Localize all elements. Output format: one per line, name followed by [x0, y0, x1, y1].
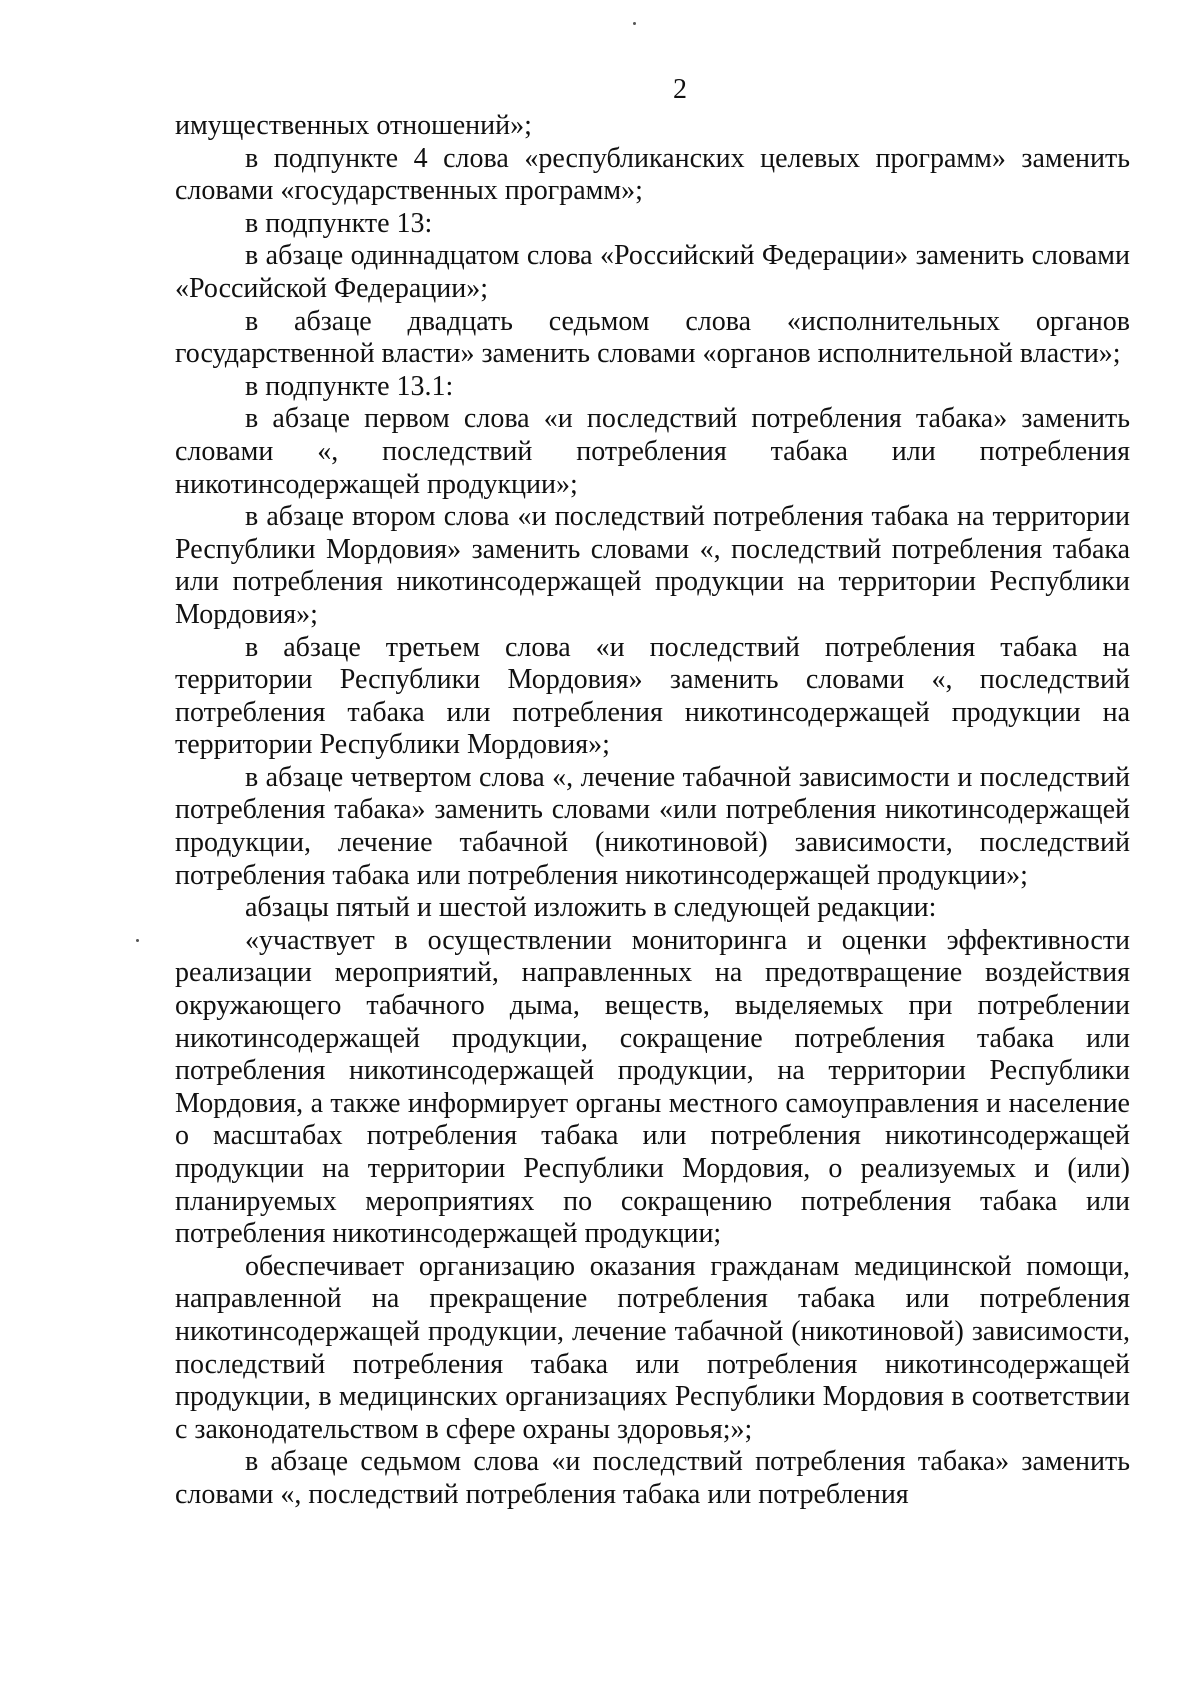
paragraph-quoted: «участвует в осуществлении мониторинга и оценки эффективности реализации мероприятий, направленных на предотвращение воздействия окружающего табачного дыма, веществ, выделяемых при потреблении никотинсодержащей продукции, сокращение потребления табака или потребления никотинсодержащей продукции, на территории Республики Мордовия, а также информирует органы местного самоуправления и население о масштабах потребления табака или потребления никотинсодержащей продукции на территории Республики Мордовия, о реализуемых и (или) планируемых мероприятиях по сокращению потребления табака или потребления никотинсодержащей продукции; [175, 924, 1130, 1250]
paragraph-continuation: имущественных отношений»; [175, 110, 532, 141]
paragraph-last: в абзаце седьмом слова «и последствий потребления табака» заменить словами «, последствий потребления табака или потребления [175, 1446, 1130, 1510]
paragraph: в подпункте 13: [245, 207, 433, 239]
paragraph: в абзаце третьем слова «и последствий потребления табака на территории Республики Мордовия» заменить словами «, последствий потребления табака или потребления никотинсодержащей продукции на территории Республики Мордовия»; [175, 631, 1130, 761]
scan-speck [136, 939, 139, 942]
paragraph: абзацы пятый и шестой изложить в следующей редакции: [245, 892, 937, 924]
paragraph: в абзаце одиннадцатом слова «Российский Федерации» заменить словами «Российской Федерации»; [175, 240, 1130, 304]
paragraph: в абзаце двадцать седьмом слова «исполнительных органов государственной власти» заменить словами «органов исполнительной власти»; [175, 305, 1130, 370]
scan-speck [633, 22, 636, 25]
paragraph: в абзаце первом слова «и последствий потребления табака» заменить словами «, последствий потребления табака или потребления никотинсодержащей продукции»; [175, 403, 1130, 500]
paragraph: в абзаце четвертом слова «, лечение табачной зависимости и последствий потребления табака» заменить словами «или потребления никотинсодержащей продукции, лечение табачной (никотиновой) зависимости, последствий потребления табака или потребления никотинсодержащей продукции»; [175, 761, 1130, 891]
document-body [175, 110, 1130, 1512]
paragraph-quoted: обеспечивает организацию оказания гражданам медицинской помощи, направленной на прекращение потребления табака или потребления никотинсодержащей продукции, лечение табачной (никотиновой) зависимости, последствий потребления табака или потребления никотинсодержащей продукции, в медицинских организациях Республики Мордовия в соответствии с законодательством в сфере охраны здоровья;»; [175, 1250, 1130, 1445]
paragraph: в абзаце втором слова «и последствий потребления табака на территории Республики Мордовия» заменить словами «, последствий потребления табака или потребления никотинсодержащей продукции на территории Республики Мордовия»; [175, 501, 1130, 630]
paragraph: в подпункте 13.1: [245, 370, 454, 402]
paragraph: в подпункте 4 слова «республиканских целевых программ» заменить словами «государственных программ»; [175, 142, 1130, 207]
page-number: 2 [673, 74, 687, 105]
